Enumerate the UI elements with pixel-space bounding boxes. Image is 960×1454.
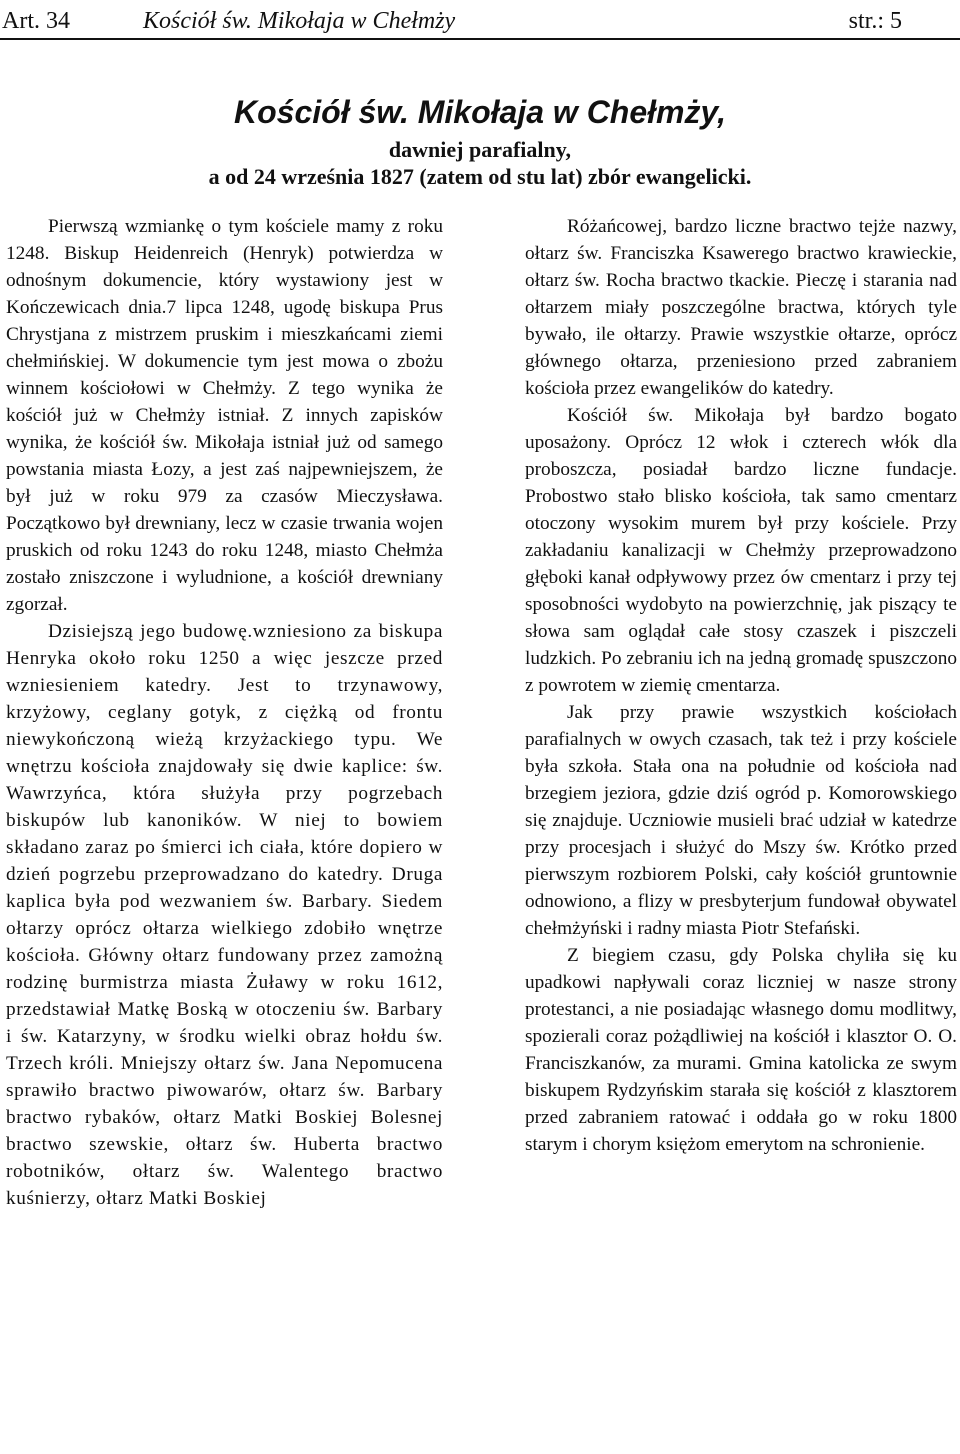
text-segment: Po zebraniu ich na jedną gromadę spuszczono z powrotem w ziemię cmentarza. — [525, 648, 957, 696]
paragraph — [6, 618, 443, 1212]
text-segment: Jest to trzynawowy, krzyżowy, ceglany gotyk, z ciężką od frontu niewykończoną wieżą krzyżackiego typu. — [6, 675, 443, 750]
running-title: Kościół św. Mikołaja w Chełmży — [143, 8, 456, 34]
text-segment: Przy zakładaniu kanalizacji w Chełmży przeprowadzono głęboki kanał odpływowy przez ów cmentarz i przy tej sposobności wydobyto na powierzchnię, jak piszący te słowa sam oglądał całe stosy czaszek i piszczeli ludzkich. — [525, 513, 957, 669]
text-segment: Probostwo stało blisko kościoła, tak samo cmentarz otoczony wysokim murem był przy kościele. — [525, 486, 957, 534]
text-segment: Prawie wszystkie ołtarze, oprócz głównego ołtarza, przeniesiono przed zabraniem kościoła przez ewangelików do katedry. — [525, 324, 958, 399]
text-segment: Mikołaja istniał już od samego powstania miasta Łozy, a jest zaś najpewniejszem, że był już w roku 979 za czasów Mieczysława. — [6, 432, 443, 507]
text-segment: Z biegiem czasu, gdy Polska chyliła się ku upadkowi napływali coraz liczniej w nasze strony protestanci, a nie posiadając własnego domu modlitwy, spozierali coraz pożądliwiej na kościół i klasztor O. O. Franciszkanów, za murami. — [525, 945, 957, 1074]
text-segment: Dzisiejszą jego budowę. — [48, 621, 253, 642]
article-number: Art. 34 — [2, 8, 70, 34]
subtitle-line-2: a od 24 września 1827 (zatem od stu lat) zbór ewangelicki. — [208, 164, 752, 189]
text-segment: Z innych zapisków wynika, że kościół św. — [6, 405, 443, 453]
text-segment: Początkowo był drewniany, lecz w czasie trwania wojen pruskich od roku 1243 do roku 1248, miasto Chełmża zostało zniszczone i wyludnione, a kościół drewniany zgorzał. — [6, 513, 443, 615]
text-segment: Pierwszą wzmiankę o tym kościele mamy z roku 1248. Biskup Heidenreich (Henryk) potwierdza w odnośnym dokumencie, który wystawiony jest w Kończewicach dnia. — [6, 216, 443, 318]
text-segment: Z tego wynika że kościół już w Chełmży istniał. — [6, 378, 443, 426]
article-subtitle — [0, 136, 960, 190]
article-title: Kościół św. Mikołaja w Chełmży, — [234, 94, 726, 130]
text-segment: W niej to bowiem składano zaraz po śmierci ich ciała, które dopiero w dzień pogrzebu przeprowadzano do katedry. — [6, 810, 443, 885]
text-segment: Uczniowie musieli brać udział w katedrze przy procesjach i służyć do Mszy św. — [525, 810, 957, 858]
text-segment: We wnętrzu kościoła znajdowały się dwie kaplice: św. Wawrzyńca, która służyła przy pogrzebach biskupów lub kanoników. — [6, 729, 443, 831]
text-segment: W dokumencie tym jest mowa o zbożu winnem kościołowi w Chełmży. — [6, 351, 443, 399]
text-segment: Druga kaplica była pod wezwaniem św. Barbary. — [6, 864, 443, 912]
text-segment: Jak przy prawie wszystkich kościołach parafialnych w owych czasach, tak też i przy kościele była szkoła. — [525, 702, 957, 777]
paragraph — [525, 699, 957, 942]
text-segment: Siedem ołtarzy oprócz ołtarza wielkiego zdobiło wnętrze kościoła. — [6, 891, 443, 966]
paragraph — [525, 213, 957, 402]
text-segment: Oprócz 12 włok i czterech włók dla proboszcza, posiadał bardzo liczne fundacje. — [525, 432, 957, 480]
text-segment: Główny ołtarz fundowany przez zamożną rodzinę burmistrza miasta Żuławy w roku 1612, przedstawiał Matkę Boską w otoczeniu św. Barbary i św. Katarzyny, w środku wielki obraz hołdu św. Trzech króli. — [6, 945, 443, 1074]
header-rule — [0, 38, 960, 40]
text-segment: Pieczę i starania nad ołtarzem miały poszczególne bractwa, których tyle bywało, ile ołtarzy. — [525, 270, 957, 345]
text-segment: Kościół św. Mikołaja był bardzo bogato uposażony. — [525, 405, 957, 453]
page-number: str.: 5 — [848, 8, 902, 34]
text-segment: Gmina katolicka ze swym biskupem Rydzyńskim starała się kościół z klasztorem przed zabraniem ratować i oddała go w roku 1800 starym i chorym księżom emerytom na schronienie. — [525, 1053, 958, 1155]
right-column — [525, 213, 957, 1158]
text-segment: Stała ona na południe od kościoła nad brzegiem jeziora, gdzie dziś ogród p. Komorowskiego się znajduje. — [525, 756, 957, 831]
text-segment: Różańcowej, bardzo liczne bractwo tejże nazwy, ołtarz św. Franciszka Ksawerego bractwo krawieckie, ołtarz św. Rocha bractwo tkackie. — [525, 216, 957, 291]
left-column — [6, 213, 443, 1212]
paragraph — [6, 213, 443, 618]
page-header — [0, 4, 960, 38]
text-segment: Mniejszy ołtarz św. Jana Nepomucena sprawiło bractwo piwowarów, ołtarz św. Barbary bractwo rybaków, ołtarz Matki Boskiej Bolesnej bractwo szewskie, ołtarz św. Huberta bractwo robotników, ołtarz św. Walentego bractwo kuśnierzy, ołtarz Matki Boskiej — [6, 1053, 443, 1209]
subtitle-line-1: dawniej parafialny, — [388, 137, 572, 162]
text-segment: wzniesiono za biskupa Henryka około roku 1250 a więc jeszcze przed wzniesieniem katedry. — [6, 621, 443, 696]
paragraph — [525, 942, 957, 1158]
text-segment: 7 lipca 1248, ugodę biskupa Prus Chrystjana z mistrzem pruskim i mieszkańcami ziemi chełmińskiej. — [6, 297, 443, 372]
text-segment: Krótko przed pierwszym rozbiorem Polski, cały kościół gruntownie odnowiono, a flizy w presbyterjum fundował obywatel chełmżyński i radny miasta Piotr Stefański. — [525, 837, 957, 939]
paragraph — [525, 402, 957, 699]
